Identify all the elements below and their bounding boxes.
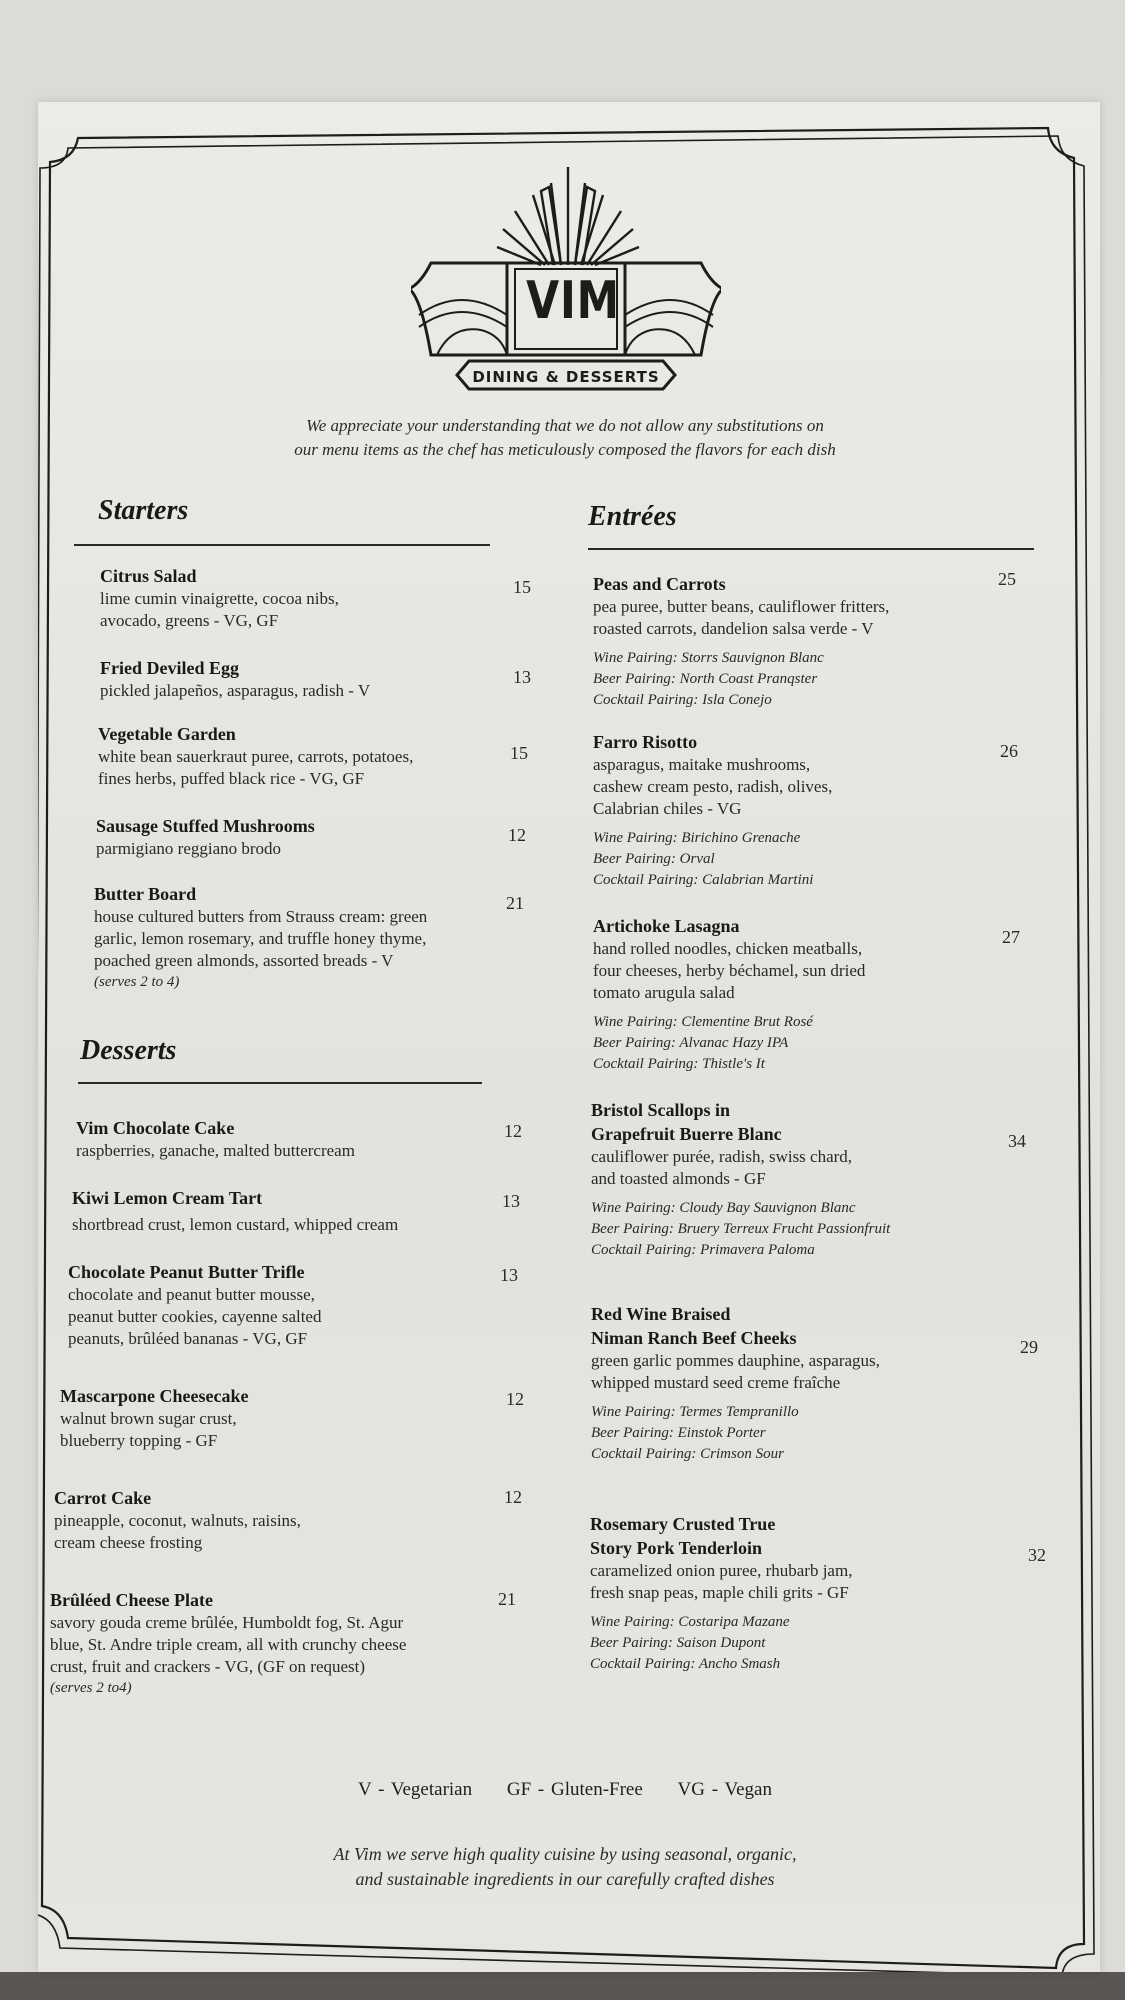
item-price: 27 [1002, 927, 1020, 947]
closing-line: At Vim we serve high quality cuisine by using seasonal, organic, [333, 1844, 797, 1864]
menu-item-artichoke-lasagna [593, 914, 983, 1075]
item-price: 21 [498, 1589, 516, 1609]
entrees-divider [588, 548, 1034, 550]
table-edge [0, 1972, 1125, 2000]
item-desc: fresh snap peas, maple chili grits - GF [590, 1583, 849, 1602]
menu-item-sausage-stuffed-mushrooms [96, 814, 486, 860]
menu-page [38, 102, 1100, 1972]
beer-pairing: Beer Pairing: Bruery Terreux Frucht Passionfruit [591, 1221, 891, 1237]
cocktail-pairing: Cocktail Pairing: Isla Conejo [593, 692, 772, 708]
pairings [591, 1198, 991, 1261]
item-name: Butter Board [94, 884, 197, 904]
item-price: 21 [506, 893, 524, 913]
item-name: Bristol Scallops in [591, 1100, 731, 1120]
item-price: 13 [502, 1191, 520, 1211]
pairings [593, 1012, 983, 1075]
entrees-heading: Entrées [588, 501, 677, 532]
closing-statement [250, 1842, 880, 1892]
item-desc: savory gouda creme brûlée, Humboldt fog, St. Agur [50, 1613, 404, 1632]
item-desc: peanuts, brûléed bananas - VG, GF [68, 1329, 308, 1348]
item-name: Carrot Cake [54, 1488, 152, 1508]
item-name: Peas and Carrots [593, 574, 726, 594]
item-desc: green garlic pommes dauphine, asparagus, [591, 1351, 880, 1370]
menu-item-peas-and-carrots [593, 572, 973, 711]
item-name: Rosemary Crusted True [590, 1514, 776, 1534]
item-desc: fines herbs, puffed black rice - VG, GF [98, 769, 365, 788]
item-desc: parmigiano reggiano brodo [96, 839, 282, 858]
cocktail-pairing: Cocktail Pairing: Crimson Sour [591, 1446, 784, 1462]
menu-item-mascarpone-cheesecake [60, 1384, 470, 1452]
menu-item-vegetable-garden [98, 722, 488, 790]
menu-item-bruleed-cheese-plate [50, 1588, 490, 1698]
item-desc: hand rolled noodles, chicken meatballs, [593, 939, 863, 958]
item-price: 29 [1020, 1337, 1038, 1357]
item-price: 13 [513, 667, 531, 687]
starters-heading: Starters [98, 495, 189, 526]
item-name: Mascarpone Cheesecake [60, 1386, 249, 1406]
item-name: Brûléed Cheese Plate [50, 1590, 213, 1610]
item-desc: pea puree, butter beans, cauliflower fritters, [593, 597, 890, 616]
dietary-legend [200, 1778, 930, 1802]
menu-item-citrus-salad [100, 564, 480, 632]
beer-pairing: Beer Pairing: Saison Dupont [590, 1635, 766, 1651]
item-desc: asparagus, maitake mushrooms, [593, 755, 811, 774]
wine-pairing: Wine Pairing: Costaripa Mazane [590, 1614, 790, 1630]
item-desc: tomato arugula salad [593, 983, 735, 1002]
closing-line: and sustainable ingredients in our carefully crafted dishes [355, 1869, 775, 1889]
pairings [590, 1612, 990, 1675]
item-price: 12 [504, 1121, 522, 1141]
item-serving-note: (serves 2 to 4) [94, 974, 180, 990]
item-desc: cashew cream pesto, radish, olives, [593, 777, 833, 796]
beer-pairing: Beer Pairing: Orval [593, 851, 715, 867]
notice-line: our menu items as the chef has meticulously composed the flavors for each dish [294, 440, 836, 459]
logo-name: VIM [526, 271, 620, 331]
menu-item-fried-deviled-egg [100, 656, 480, 702]
item-desc: blue, St. Andre triple cream, all with crunchy cheese [50, 1635, 407, 1654]
item-name: Chocolate Peanut Butter Trifle [68, 1262, 305, 1282]
menu-item-beef-cheeks [591, 1302, 991, 1465]
menu-item-farro-risotto [593, 730, 973, 891]
item-desc: and toasted almonds - GF [591, 1169, 766, 1188]
item-price: 32 [1028, 1545, 1046, 1565]
pairings [591, 1402, 991, 1465]
item-name: Vim Chocolate Cake [76, 1118, 235, 1138]
item-price: 15 [510, 743, 528, 763]
item-desc: poached green almonds, assorted breads - V [94, 951, 394, 970]
item-desc: whipped mustard seed creme fraîche [591, 1373, 841, 1392]
item-price: 26 [1000, 741, 1018, 761]
item-desc: shortbread crust, lemon custard, whipped cream [72, 1215, 399, 1234]
item-desc: cauliflower purée, radish, swiss chard, [591, 1147, 853, 1166]
item-desc: blueberry topping - GF [60, 1431, 218, 1450]
pairings [593, 648, 973, 711]
cocktail-pairing: Cocktail Pairing: Calabrian Martini [593, 872, 814, 888]
item-desc: roasted carrots, dandelion salsa verde - V [593, 619, 874, 638]
item-price: 12 [508, 825, 526, 845]
item-desc: crust, fruit and crackers - VG, (GF on request) [50, 1657, 366, 1676]
item-name: Vegetable Garden [98, 724, 236, 744]
notice-line: We appreciate your understanding that we do not allow any substitutions on [306, 416, 824, 435]
legend-vegetarian: V - Vegetarian [358, 1779, 473, 1800]
item-desc: walnut brown sugar crust, [60, 1409, 237, 1428]
pairings [593, 828, 973, 891]
legend-gluten-free: GF - Gluten-Free [506, 1779, 643, 1800]
item-name: Citrus Salad [100, 566, 197, 586]
item-name: Kiwi Lemon Cream Tart [72, 1188, 263, 1208]
beer-pairing: Beer Pairing: North Coast Pranqster [593, 671, 818, 687]
vim-logo [411, 165, 721, 395]
menu-item-chocolate-peanut-butter-trifle [68, 1260, 478, 1350]
starters-divider [74, 544, 490, 546]
item-desc: chocolate and peanut butter mousse, [68, 1285, 315, 1304]
menu-item-carrot-cake [54, 1486, 464, 1554]
cocktail-pairing: Cocktail Pairing: Primavera Paloma [591, 1242, 815, 1258]
wine-pairing: Wine Pairing: Termes Tempranillo [591, 1404, 799, 1420]
wine-pairing: Wine Pairing: Cloudy Bay Sauvignon Blanc [591, 1200, 856, 1216]
item-name: Grapefruit Buerre Blanc [591, 1124, 782, 1144]
item-desc: four cheeses, herby béchamel, sun dried [593, 961, 866, 980]
menu-item-bristol-scallops [591, 1098, 991, 1261]
item-price: 12 [506, 1389, 524, 1409]
item-desc: house cultured butters from Strauss cream: green [94, 907, 428, 926]
item-price: 25 [998, 569, 1016, 589]
item-desc: avocado, greens - VG, GF [100, 611, 279, 630]
item-desc: pineapple, coconut, walnuts, raisins, [54, 1511, 301, 1530]
item-desc: peanut butter cookies, cayenne salted [68, 1307, 322, 1326]
item-desc: white bean sauerkraut puree, carrots, potatoes, [98, 747, 414, 766]
item-name: Story Pork Tenderloin [590, 1538, 763, 1558]
item-price: 12 [504, 1487, 522, 1507]
item-desc: caramelized onion puree, rhubarb jam, [590, 1561, 853, 1580]
wine-pairing: Wine Pairing: Storrs Sauvignon Blanc [593, 650, 824, 666]
item-desc: lime cumin vinaigrette, cocoa nibs, [100, 589, 339, 608]
item-name: Niman Ranch Beef Cheeks [591, 1328, 797, 1348]
cocktail-pairing: Cocktail Pairing: Ancho Smash [590, 1656, 781, 1672]
desserts-divider [78, 1082, 482, 1084]
item-desc: pickled jalapeños, asparagus, radish - V [100, 681, 371, 700]
item-serving-note: (serves 2 to4) [50, 1680, 132, 1696]
beer-pairing: Beer Pairing: Einstok Porter [591, 1425, 766, 1441]
menu-item-butter-board [94, 882, 494, 992]
item-price: 34 [1008, 1131, 1026, 1151]
item-name: Sausage Stuffed Mushrooms [96, 816, 315, 836]
substitution-notice [260, 414, 870, 462]
beer-pairing: Beer Pairing: Alvanac Hazy IPA [593, 1035, 789, 1051]
wine-pairing: Wine Pairing: Birichino Grenache [593, 830, 801, 846]
item-name: Red Wine Braised [591, 1304, 731, 1324]
menu-item-kiwi-lemon-cream-tart [72, 1186, 492, 1236]
desserts-heading: Desserts [80, 1035, 177, 1066]
menu-item-vim-chocolate-cake [76, 1116, 476, 1162]
logo-tagline: DINING & DESSERTS [472, 368, 660, 386]
item-price: 15 [513, 577, 531, 597]
wine-pairing: Wine Pairing: Clementine Brut Rosé [593, 1014, 813, 1030]
item-name: Artichoke Lasagna [593, 916, 740, 936]
menu-item-pork-tenderloin [590, 1512, 990, 1675]
item-price: 13 [500, 1265, 518, 1285]
legend-vegan: VG - Vegan [677, 1779, 772, 1800]
item-desc: cream cheese frosting [54, 1533, 203, 1552]
item-name: Farro Risotto [593, 732, 698, 752]
item-desc: garlic, lemon rosemary, and truffle honey thyme, [94, 929, 427, 948]
cocktail-pairing: Cocktail Pairing: Thistle's It [593, 1056, 765, 1072]
item-desc: Calabrian chiles - VG [593, 799, 742, 818]
item-desc: raspberries, ganache, malted buttercream [76, 1141, 355, 1160]
item-name: Fried Deviled Egg [100, 658, 239, 678]
